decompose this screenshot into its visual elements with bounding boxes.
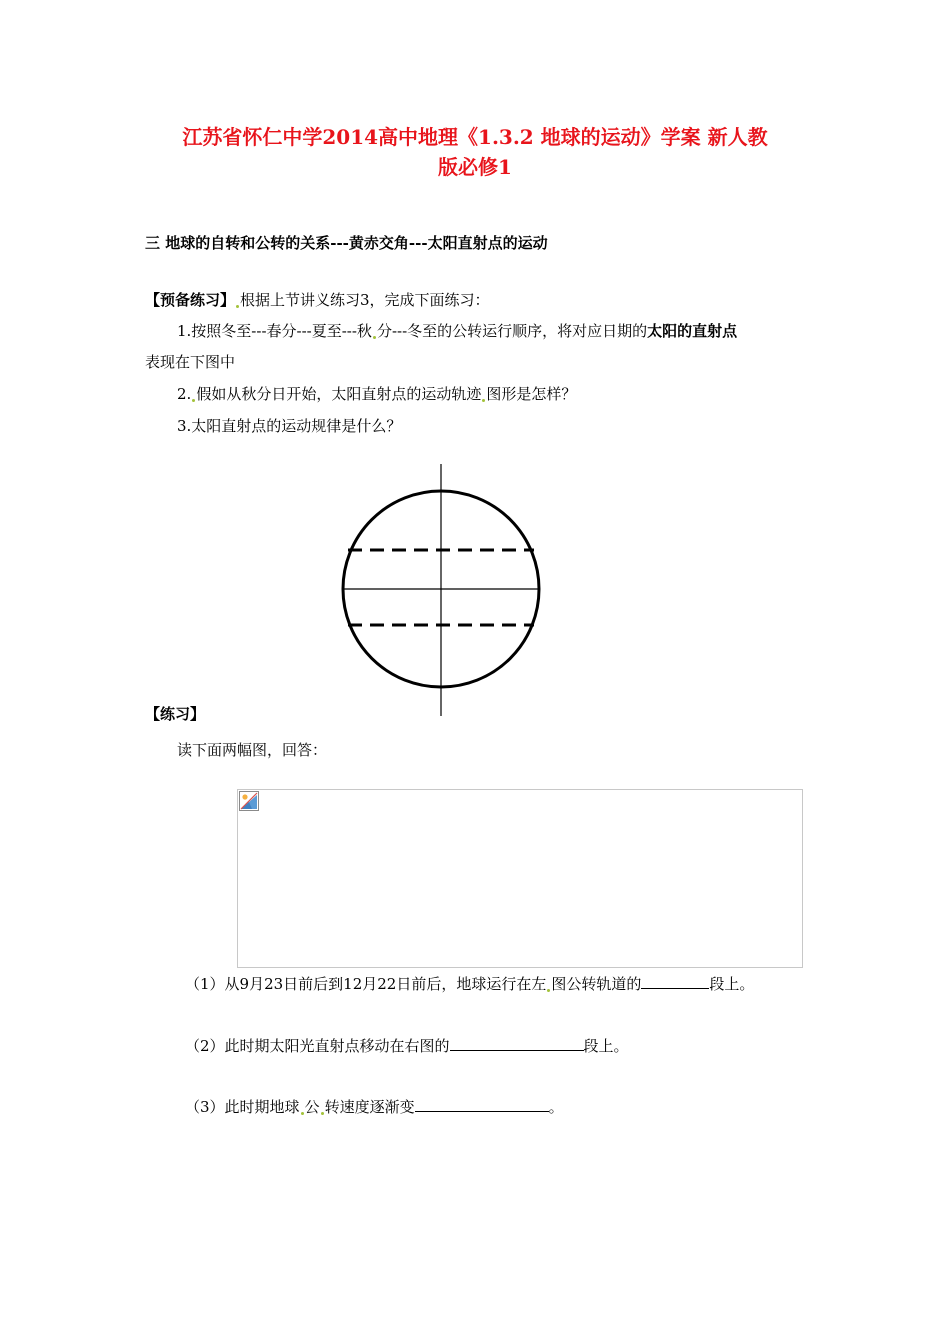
answer-blank-2[interactable] bbox=[450, 1036, 584, 1051]
edit-mark bbox=[547, 989, 550, 992]
prep-question-1 bbox=[177, 321, 737, 341]
prep-question-3: 3.太阳直射点的运动规律是什么？ bbox=[177, 417, 402, 435]
answer-blank-1[interactable] bbox=[641, 974, 709, 989]
practice-q2-part-a: （2）此时期太阳光直射点移动在右图的 bbox=[185, 1037, 450, 1055]
practice-q3-part-a: （3）此时期地球 bbox=[185, 1098, 300, 1116]
edit-mark bbox=[482, 399, 485, 402]
prep-q2-part-a: 2. bbox=[177, 385, 192, 403]
prep-q2-part-c: 图形是怎样？ bbox=[486, 385, 577, 403]
practice-q3-part-c: 转速度逐渐变 bbox=[324, 1098, 415, 1116]
practice-question-1 bbox=[185, 974, 754, 994]
globe-latitude-diagram-icon bbox=[340, 464, 542, 716]
document-title bbox=[120, 122, 830, 182]
practice-q3-end: 。 bbox=[548, 1098, 564, 1116]
practice-q1-part-b: 图公转轨道的 bbox=[551, 975, 642, 993]
edit-mark bbox=[321, 1112, 324, 1115]
practice-intro: 读下面两幅图，回答： bbox=[177, 741, 328, 759]
practice-q2-end: 段上。 bbox=[583, 1037, 629, 1055]
title-line-1: 江苏省怀仁中学2014高中地理《1.3.2 地球的运动》学案 新人教 bbox=[182, 125, 768, 149]
answer-blank-3[interactable] bbox=[415, 1097, 549, 1112]
prep-q1-part-b: 分---冬至的公转运行顺序，将对应日期的 bbox=[376, 322, 648, 340]
practice-q1-end: 段上。 bbox=[709, 975, 755, 993]
prep-q2-part-b: 假如从秋分日开始，太阳直射点的运动轨迹 bbox=[196, 385, 482, 403]
prep-q1-part-a: 1.按照冬至---春分---夏至---秋 bbox=[177, 322, 372, 340]
prep-q1-bold: 太阳的直射点 bbox=[647, 322, 738, 340]
edit-mark bbox=[236, 305, 239, 308]
prep-intro-line bbox=[145, 290, 490, 310]
edit-mark bbox=[373, 336, 376, 339]
practice-q1-part-a: （1）从9月23日前后到12月22日前后，地球运行在左 bbox=[185, 975, 547, 993]
edit-mark bbox=[301, 1112, 304, 1115]
prep-label: 【预备练习】 bbox=[145, 291, 236, 309]
practice-label: 【练习】 bbox=[145, 705, 206, 723]
edit-mark bbox=[192, 399, 195, 402]
title-line-2: 版必修1 bbox=[438, 155, 512, 179]
prep-question-1-cont: 表现在下图中 bbox=[145, 353, 236, 371]
broken-image-icon bbox=[239, 791, 259, 811]
prep-question-2 bbox=[177, 384, 576, 404]
practice-question-2 bbox=[185, 1036, 629, 1056]
section-heading: 三 地球的自转和公转的关系---黄赤交角---太阳直射点的运动 bbox=[145, 234, 548, 252]
prep-intro: 根据上节讲义练习3，完成下面练习： bbox=[240, 291, 490, 309]
practice-question-3 bbox=[185, 1097, 564, 1117]
missing-figure bbox=[237, 789, 803, 968]
practice-q3-part-b: 公 bbox=[304, 1098, 320, 1116]
